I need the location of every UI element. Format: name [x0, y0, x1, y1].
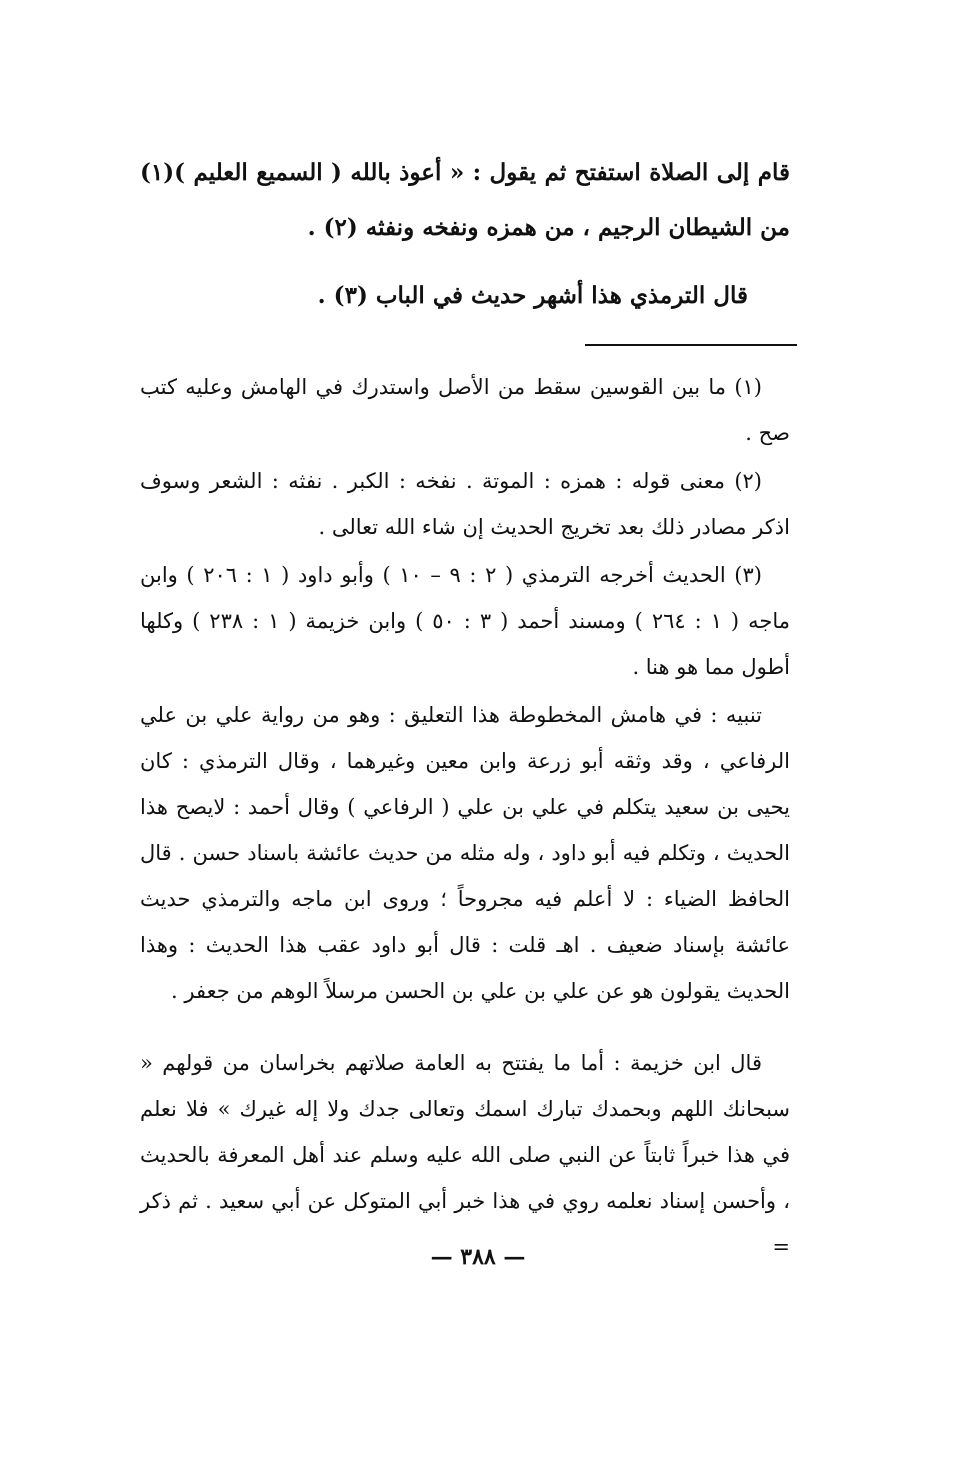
footnote-2 — [140, 458, 790, 550]
footnote-3 — [140, 552, 790, 690]
footnote-ibn-khuzayma — [140, 1040, 790, 1270]
footnote-note-text: تنبيه : في هامش المخطوطة هذا التعليق : وهو من رواية علي بن علي الرفاعي ، وقد وثقه أبو زرعة وابن معين وغيرهما ، وقال الترمذي : كان يحيى بن سعيد يتكلم في علي بن علي ( الرفاعي ) وقال أحمد : لايصح هذا الحديث ، وتكلم فيه أبو داود ، وله مثله من حديث عائشة باسناد حسن . قال الحافظ الضياء : لا أعلم فيه مجروحاً ؛ وروى ابن ماجه والترمذي حديث عائشة بإسناد ضعيف . اهـ قلت : قال أبو داود عقب هذا الحديث : وهذا الحديث يقولون هو عن علي بن علي بن الحسن مرسلاً الوهم من جعفر . — [140, 703, 790, 1003]
main-text-paragraph-1: قام إلى الصلاة استفتح ثم يقول : « أعوذ بالله ( السميع العليم )(١) من الشيطان الرجيم ، من همزه ونفخه ونفثه (٢) . — [140, 159, 790, 241]
footnote-separator — [585, 344, 797, 346]
footnote-note — [140, 692, 790, 1014]
footnote-2-text: (٢) معنى قوله : همزه : الموتة . نفخه : الكبر . نفثه : الشعر وسوف اذكر مصادر ذلك بعد تخريج الحديث إن شاء الله تعالى . — [140, 469, 790, 539]
footnote-3-text: (٣) الحديث أخرجه الترمذي ( ٢ : ٩ – ١٠ ) وأبو داود ( ١ : ٢٠٦ ) وابن ماجه ( ١ : ٢٦٤ ) ومسند أحمد ( ٣ : ٥٠ ) وابن خزيمة ( ١ : ٢٣٨ ) وكلها أطول مما هو هنا . — [140, 563, 790, 679]
page-number: — ٣٨٨ — — [430, 1244, 526, 1270]
footnote-1-text: (١) ما بين القوسين سقط من الأصل واستدرك في الهامش وعليه كتب صح . — [140, 375, 790, 445]
footnote-ibn-khuzayma-text: قال ابن خزيمة : أما ما يفتتح به العامة صلاتهم بخراسان من قولهم « سبحانك اللهم وبحمدك تبارك اسمك وتعالى جدك ولا إله غيرك » فلا نعلم في هذا خبراً ثابتاً عن النبي صلى الله عليه وسلم عند أهل المعرفة بالحديث ، وأحسن إسناد نعلمه روي في هذا خبر أبي المتوكل عن أبي سعيد . ثم ذكر = — [140, 1051, 790, 1259]
main-text-paragraph-2: قال الترمذي هذا أشهر حديث في الباب (٣) . — [317, 282, 748, 309]
footnote-1 — [140, 364, 790, 456]
